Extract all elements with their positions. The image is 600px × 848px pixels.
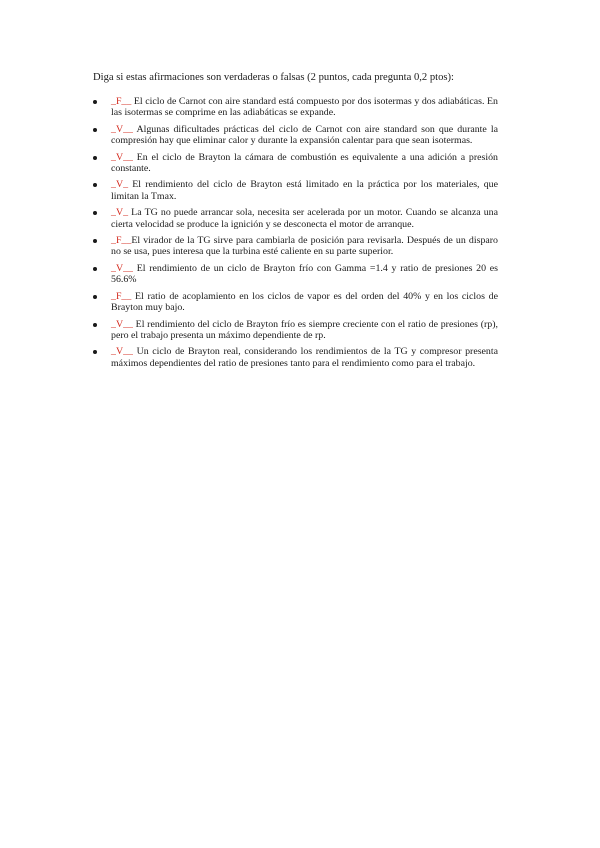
- answer-mark: _F__: [111, 96, 132, 107]
- statement-text: En el ciclo de Brayton la cámara de combustión es equivalente a una adición a presión constante.: [111, 151, 498, 175]
- statement-text: El ciclo de Carnot con aire standard está compuesto por dos isotermas y dos adiabáticas. En las isotermas se comprime en las adiabáticas se expande.: [111, 96, 498, 119]
- answer-mark: _V_: [111, 179, 129, 191]
- statement-text: El rendimiento del ciclo de Brayton está limitado en la práctica por los materiales, que limitan la Tmax.: [111, 179, 498, 202]
- answer-mark: _V__: [111, 346, 133, 358]
- statement-text: El virador de la TG sirve para cambiarla de posición para revisarla. Después de un disparo no se usa, pues interesa que la turbina esté caliente en su parte superior.: [111, 235, 498, 258]
- statement-text: La TG no puede arrancar sola, necesita ser acelerada por un motor. Cuando se alcanza una cierta velocidad se produce la ignición y se desconecta el motor de arranque.: [111, 207, 498, 230]
- bullet-icon: [93, 350, 97, 354]
- bullet-icon: [93, 211, 97, 215]
- statement-text: Un ciclo de Brayton real, considerando los rendimientos de la TG y compresor presenta máximos dependientes del ratio de presiones tanto para el rendimiento como para el trabajo.: [111, 346, 498, 369]
- answer-mark: _F__: [111, 290, 132, 302]
- bullet-icon: [93, 183, 97, 187]
- bullet-icon: [93, 323, 97, 327]
- answer-mark: _V__: [111, 151, 133, 163]
- answer-mark: _V__: [111, 318, 133, 330]
- list-item: [93, 235, 498, 258]
- list-item: [93, 124, 498, 147]
- answer-mark: _V__: [111, 123, 133, 135]
- list-item: [93, 207, 498, 230]
- true-false-list: [93, 96, 498, 374]
- list-item: [93, 291, 498, 314]
- answer-mark: _V__: [111, 262, 133, 274]
- bullet-icon: [93, 239, 97, 243]
- list-item: [93, 152, 498, 175]
- bullet-icon: [93, 267, 97, 271]
- statement-text: Algunas dificultades prácticas del ciclo de Carnot con aire standard son que durante la compresión hay que eliminar calor y durante la expansión calentar para que sean isotermas.: [111, 123, 498, 147]
- list-item: [93, 263, 498, 286]
- bullet-icon: [93, 100, 97, 104]
- bullet-icon: [93, 156, 97, 160]
- statement-text: El rendimiento de un ciclo de Brayton frío con Gamma =1.4 y ratio de presiones 20 es 56.6%: [111, 262, 498, 286]
- statement-text: El ratio de acoplamiento en los ciclos de vapor es del orden del 40% y en los ciclos de Brayton muy bajo.: [111, 290, 498, 314]
- instructions-text: Diga si estas afirmaciones son verdaderas o falsas (2 puntos, cada pregunta 0,2 ptos):: [93, 72, 454, 83]
- list-item: [93, 319, 498, 342]
- answer-mark: _F__: [111, 235, 132, 247]
- answer-mark: _V_: [111, 207, 129, 219]
- bullet-icon: [93, 295, 97, 299]
- bullet-icon: [93, 128, 97, 132]
- statement-text: El rendimiento del ciclo de Brayton frío es siempre creciente con el ratio de presiones (rp), pero el trabajo presenta un máximo dependiente de rp.: [111, 318, 498, 341]
- list-item: [93, 346, 498, 369]
- list-item: [93, 179, 498, 202]
- list-item: [93, 96, 498, 119]
